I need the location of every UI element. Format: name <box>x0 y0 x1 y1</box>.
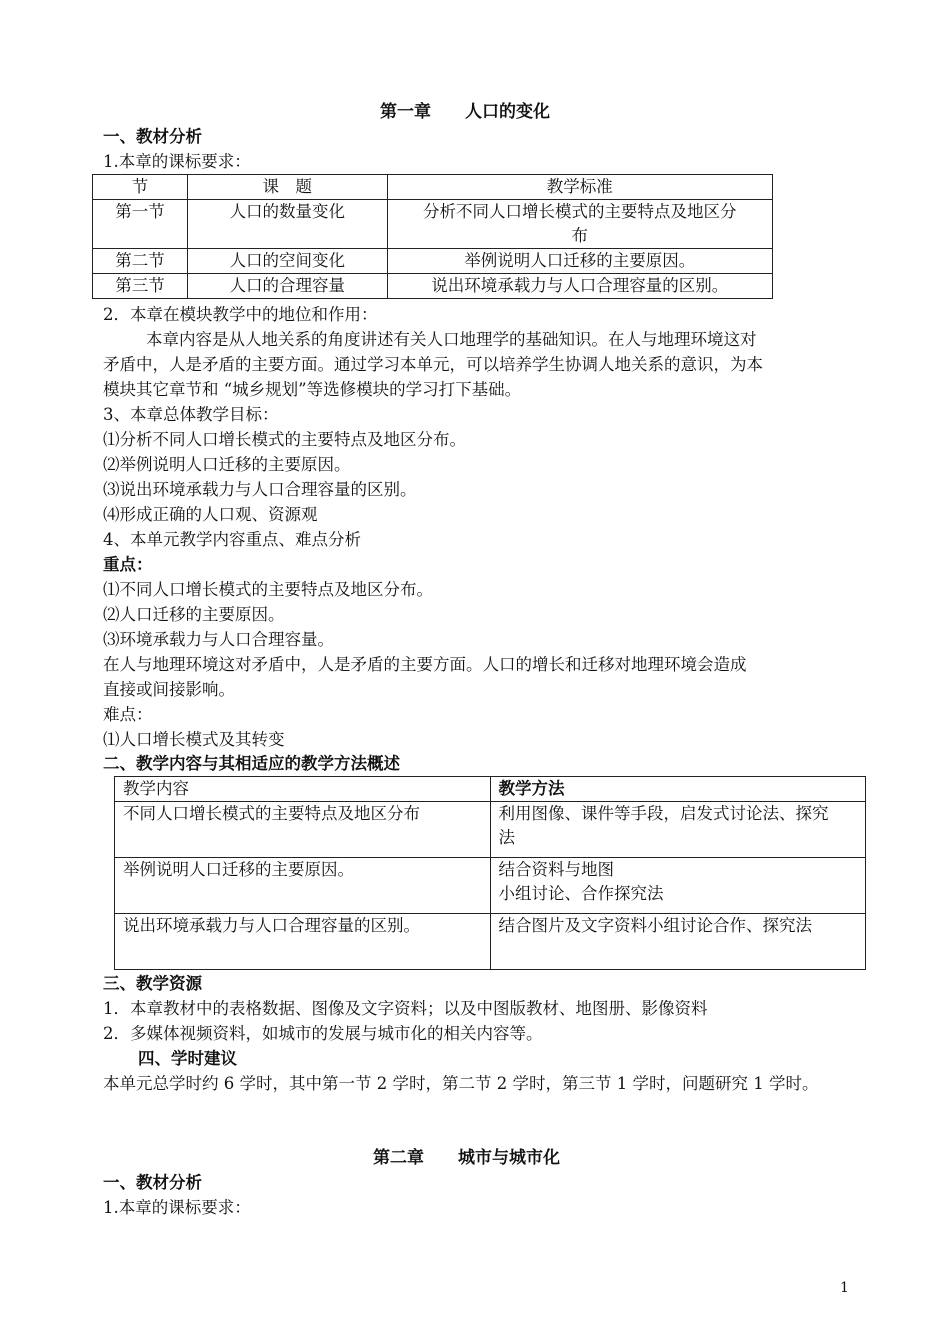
ch1-position-label: 2．本章在模块教学中的地位和作用： <box>103 305 378 324</box>
table-cell: 不同人口增长模式的主要特点及地区分布 <box>115 802 491 858</box>
ch1-sec3-heading: 三、教学资源 <box>103 974 202 993</box>
table-cell <box>387 200 772 249</box>
table-row <box>93 274 773 299</box>
paragraph-line: 模块其它章节和 “城乡规划”等选修模块的学习打下基础。 <box>103 380 522 399</box>
table-cell-line: 法 <box>498 828 515 847</box>
ch2-req-label: 1.本章的课标要求： <box>103 1198 251 1217</box>
table-cell: 举例说明人口迁移的主要原因。 <box>115 858 491 914</box>
table-cell: 举例说明人口迁移的主要原因。 <box>387 249 772 274</box>
table-cell: 人口的合理容量 <box>187 274 387 299</box>
difficult-heading: 难点： <box>103 705 153 724</box>
resource-item: 1．本章教材中的表格数据、图像及文字资料；以及中图版教材、地图册、影像资料 <box>103 999 708 1018</box>
resource-item: 2．多媒体视频资料，如城市的发展与城市化的相关内容等。 <box>103 1024 543 1043</box>
table-cell: 第一节 <box>93 200 188 249</box>
paragraph-line: 在人与地理环境这对矛盾中，人是矛盾的主要方面。人口的增长和迁移对地理环境会造成 <box>103 655 747 674</box>
goal-item: ⑴分析不同人口增长模式的主要特点及地区分布。 <box>103 430 466 449</box>
hours-text: 本单元总学时约 6 学时，其中第一节 2 学时，第二节 2 学时，第三节 1 学时，问题研究 1 学时。 <box>103 1074 819 1093</box>
ch2-sec1-heading: 一、教材分析 <box>103 1173 202 1192</box>
table-cell: 第三节 <box>93 274 188 299</box>
table-header-row <box>93 175 773 200</box>
ch1-keypoints-label: 4、本单元教学内容重点、难点分析 <box>103 530 361 549</box>
table-header-cell: 教学方法 <box>490 777 866 802</box>
goal-item: ⑷形成正确的人口观、资源观 <box>103 505 318 524</box>
chapter2-title: 第二章 城市与城市化 <box>373 1148 560 1168</box>
key-item: ⑴不同人口增长模式的主要特点及地区分布。 <box>103 580 433 599</box>
page-number: 1 <box>840 1280 849 1296</box>
table-cell <box>490 802 866 858</box>
difficult-item: ⑴人口增长模式及其转变 <box>103 730 285 749</box>
ch1-sec2-heading: 二、教学内容与其相适应的教学方法概述 <box>103 754 400 773</box>
table-cell: 人口的空间变化 <box>187 249 387 274</box>
table-header-cell: 课 题 <box>187 175 387 200</box>
ch1-sec1-heading: 一、教材分析 <box>103 127 202 146</box>
table-cell: 说出环境承载力与人口合理容量的区别。 <box>115 914 491 970</box>
table-cell-line: 结合资料与地图 <box>498 860 614 879</box>
goal-item: ⑶说出环境承载力与人口合理容量的区别。 <box>103 480 417 499</box>
table-row <box>93 200 773 249</box>
table-row <box>115 802 866 858</box>
table-cell-line: 布 <box>571 226 589 245</box>
standards-table <box>92 174 773 299</box>
chapter1-title: 第一章 人口的变化 <box>380 102 550 122</box>
table-cell <box>490 858 866 914</box>
paragraph-line: 矛盾中，人是矛盾的主要方面。通过学习本单元，可以培养学生协调人地关系的意识，为本 <box>103 355 763 374</box>
key-heading: 重点： <box>103 555 153 574</box>
table-cell-line: 小组讨论、合作探究法 <box>498 884 664 903</box>
table-cell: 人口的数量变化 <box>187 200 387 249</box>
table-header-row <box>115 777 866 802</box>
table-row <box>115 858 866 914</box>
table-cell-line: 分析不同人口增长模式的主要特点及地区分 <box>423 202 737 221</box>
methods-table <box>114 776 866 970</box>
table-header-cell: 教学标准 <box>387 175 772 200</box>
table-row <box>115 914 866 970</box>
key-item: ⑵人口迁移的主要原因。 <box>103 605 285 624</box>
table-header-cell: 节 <box>93 175 188 200</box>
table-row <box>93 249 773 274</box>
ch1-sec4-heading: 四、学时建议 <box>138 1049 237 1068</box>
table-cell: 结合图片及文字资料小组讨论合作、探究法 <box>490 914 866 970</box>
table-cell: 说出环境承载力与人口合理容量的区别。 <box>387 274 772 299</box>
ch1-req-label: 1.本章的课标要求： <box>103 152 251 171</box>
table-cell-line: 利用图像、课件等手段，启发式讨论法、探究 <box>498 804 829 823</box>
goal-item: ⑵举例说明人口迁移的主要原因。 <box>103 455 351 474</box>
ch1-goals-label: 3、本章总体教学目标： <box>103 405 279 424</box>
table-cell: 第二节 <box>93 249 188 274</box>
table-header-cell: 教学内容 <box>115 777 491 802</box>
paragraph-line: 本章内容是从人地关系的角度讲述有关人口地理学的基础知识。在人与地理环境这对 <box>146 330 757 349</box>
key-item: ⑶环境承载力与人口合理容量。 <box>103 630 334 649</box>
paragraph-line: 直接或间接影响。 <box>103 680 235 699</box>
